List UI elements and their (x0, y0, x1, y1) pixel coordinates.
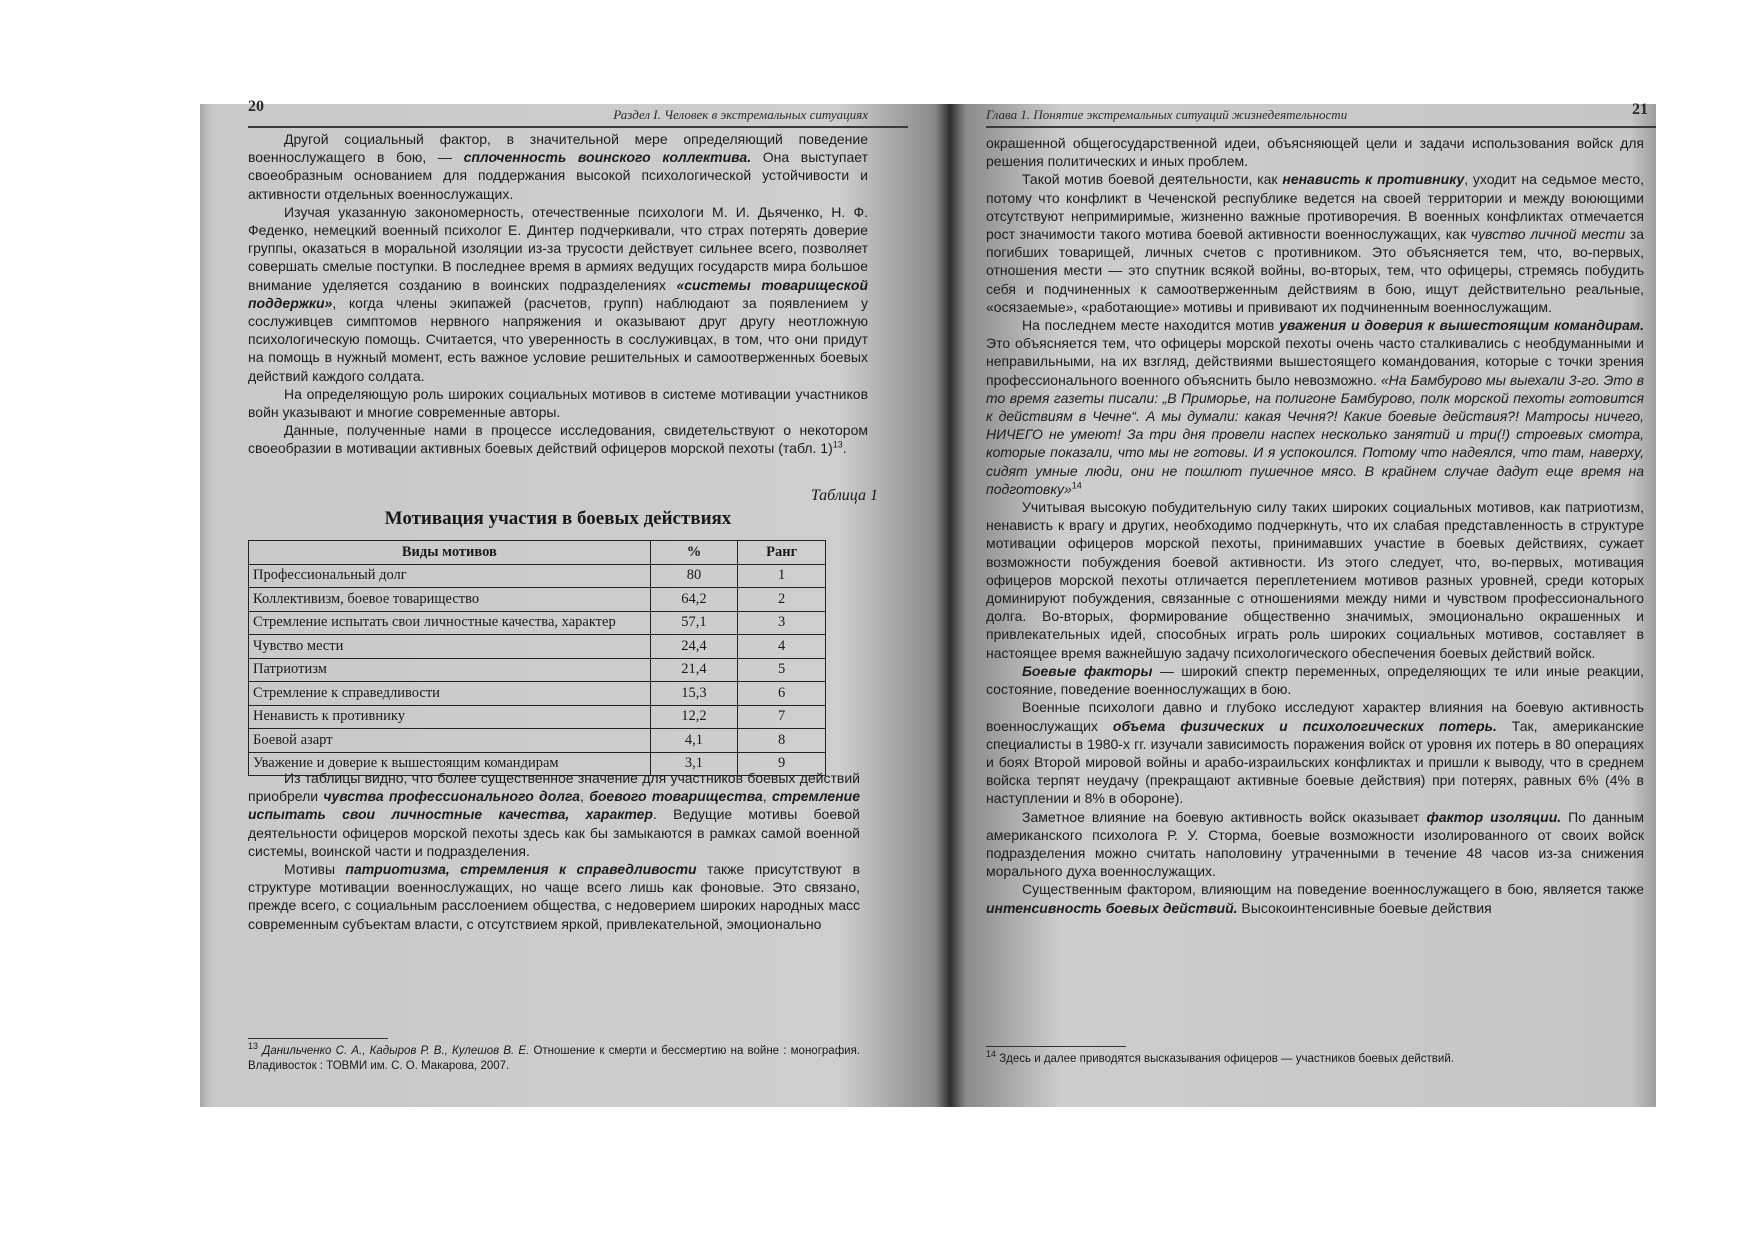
left-body-top (248, 130, 868, 458)
left-body-bottom (248, 769, 860, 933)
percent-cell: 12,2 (650, 705, 738, 729)
table-row (249, 611, 826, 635)
percent-cell: 21,4 (650, 658, 738, 682)
header-rank: Ранг (738, 541, 826, 565)
motive-cell: Стремление к справедливости (249, 682, 651, 706)
paragraph: Существенным фактором, влияющим на поведение военнослужащего в бою, является также интенсивность боевых действий. Высокоинтенсивные боевые действия (986, 881, 1644, 916)
paragraph: окрашенной общегосударственной идеи, объясняющей цели и задачи использования войск для решения политических и иных проблем. (986, 135, 1644, 170)
paragraph: Боевые факторы — широкий спектр переменных, определяющих те или иные реакции, состояние, поведение военнослужащих в бою. (986, 662, 1644, 698)
motive-cell: Стремление испытать свои личностные качества, характер (249, 611, 651, 635)
table-row (249, 588, 826, 612)
footnote-14: $^{14}$ Здесь и далее приводятся высказывания офицеров — участников боевых действий. (986, 1049, 1454, 1065)
left-running-header (248, 98, 908, 128)
rank-cell: 2 (738, 588, 826, 612)
header-percent: % (650, 541, 738, 565)
right-body (986, 134, 1644, 917)
table-row (249, 564, 826, 588)
table-row (249, 658, 826, 682)
percent-cell: 80 (650, 564, 738, 588)
paragraph: Учитывая высокую побудительную силу таких широких социальных мотивов, как патриотизм, ненависть к врагу и других, необходимо подчеркнуть, что их слабая представленность в структуре мотивации офицеров морской пехоты, принимавших участие в боевых действиях, сужает возможности побуждения боевой активности. Из этого следует, что, во-первых, мотивация офицеров морской пехоты отличается переплетением мотивов разных уровней, среди которых доминируют побуждения, связанные с отношениями между ними и чувством профессионального долга. Во-вторых, формирование общественно значимых, эмоционально окрашенных и привлекательных идей, способных играть роль широких социальных мотивов, составляет в настоящее время важнейшую задачу психологического обеспечения боевых действий войск. (986, 499, 1644, 661)
rank-cell: 4 (738, 635, 826, 659)
paragraph: Такой мотив боевой деятельности, как ненависть к противнику, уходит на седьмое место, потому что конфликт в Чеченской республике ведется на своей территории и между воюющими отсутствуют непримиримые, жизненно важные противоречия. В военных конфликтах отмечается рост значимости такого мотива боевой активности военнослужащих, как чувство личной мести за погибших товарищей, личных счетов с противником. Это объясняется тем, что, во-первых, отношения мести — это спутник всякой войны, во-вторых, тем, что офицеры, стремясь побудить себя и подчиненных к самоотверженным действиям в бою, ищут действительно реальные, «осязаемые», «работающие» мотивы и прививают их подчиненным военнослужащим. (986, 171, 1645, 315)
percent-cell: 3,1 (650, 752, 738, 776)
paragraph: Данные, полученные нами в процессе исследования, свидетельствуют о некотором своеобразии в мотивации активных боевых действий офицеров морской пехоты (табл. 1)$^{13}$. (248, 422, 868, 457)
table-caption: Таблица 1 (810, 487, 878, 504)
motive-cell: Ненависть к противнику (249, 705, 651, 729)
rank-cell: 1 (738, 564, 826, 588)
paragraph: Мотивы патриотизма, стремления к справедливости также присутствуют в структуре мотивации военнослужащих, но чаще всего лишь как фоновые. Это связано, прежде всего, с социальным расслоением общества, с недоверием широких народных масс современным субъектам власти, с отсутствием яркой, привлекательной, эмоционально (248, 861, 861, 932)
rank-cell: 3 (738, 611, 826, 635)
percent-cell: 4,1 (650, 729, 738, 753)
motive-cell: Профессиональный долг (249, 564, 651, 588)
footnote-13: $^{13}$ Данильченко С. А., Кадыров Р. В., Кулешов В. Е. Отношение к смерти и бессмертию на войне : монография. Владивосток : ТОВМИ им. С. О. Макарова, 2007. (248, 1041, 860, 1072)
table-row (249, 705, 826, 729)
footnote-rule (248, 1038, 388, 1039)
motivation-table (248, 540, 826, 776)
rank-cell: 8 (738, 729, 826, 753)
paragraph: На последнем месте находится мотив уважения и доверия к вышестоящим командирам. Это объясняется тем, что офицеры морской пехоты очень часто сталкивались с необдуманными и неправильными, на их взгляд, действиями вышестоящего командования, которые с точки зрения профессионального военного объяснить было невозможно. «На Бамбурово мы выехали 3-го. Это в то время газеты писали: „В Приморье, на полигоне Бамбурово, полк морской пехоты готовится к действиям в Чечне“. А мы думали: какая Чечня?! Какие боевые действия?! Матросы ничего, НИЧЕГО не умеют! За три дня провели наспех несколько занятий и три(!) строевых смотра, которые показали, что мы не готовы. И я успокоился. Потому что надеялся, что там, наверху, сидят умные люди, они не пошлют пушечное мясо. В крайнем случае дадут еще время на подготовку»$^{14}$ (986, 317, 1645, 497)
right-running-header (986, 101, 1656, 128)
paragraph: На определяющую роль широких социальных мотивов в системе мотивации участников войн указывают и многие современные авторы. (248, 385, 868, 421)
footnote-rule (986, 1046, 1126, 1047)
paragraph: Другой социальный фактор, в значительной мере определяющий поведение военнослужащего в бою, — сплоченность воинского коллектива. Она выступает своеобразным основанием для поддержания высокой психологической устойчивости и активности отдельных военнослужащих. (248, 131, 868, 202)
percent-cell: 64,2 (650, 588, 738, 612)
percent-cell: 24,4 (650, 635, 738, 659)
rank-cell: 6 (738, 682, 826, 706)
paragraph: Изучая указанную закономерность, отечественные психологи М. И. Дьяченко, Н. Ф. Феденко, немецкий военный психолог Е. Динтер подчеркивали, что страх потерять доверие группы, оказаться в моральной изоляции из-за трусости действует сильнее всего, позволяет совершать смелые поступки. В последнее время в армиях ведущих государств мира большое внимание уделяется созданию в воинских подразделениях «системы товарищеской поддержки», когда члены экипажей (расчетов, групп) наблюдают за появлением у сослуживцев симптомов нервного напряжения и оказывают друг другу неотложную психологическую помощь. Считается, что уверенность в сослуживцах, в том, что они придут на помощь в нужный момент, есть важное условие решительных и самоотверженных боевых действий каждого солдата. (248, 203, 868, 384)
right-page-number: 21 (1632, 101, 1648, 118)
percent-cell: 15,3 (650, 682, 738, 706)
right-page (986, 101, 1656, 1107)
right-running-title: Глава 1. Понятие экстремальных ситуаций жизнедеятельности (986, 107, 1348, 122)
rank-cell: 7 (738, 705, 826, 729)
motive-cell: Уважение и доверие к вышестоящим командирам (249, 752, 651, 776)
motive-cell: Чувство мести (249, 635, 651, 659)
percent-cell: 57,1 (650, 611, 738, 635)
table-row (249, 729, 826, 753)
rank-cell: 9 (738, 752, 826, 776)
header-motives: Виды мотивов (249, 541, 651, 565)
left-page (248, 98, 908, 1107)
table-row (249, 635, 826, 659)
motive-cell: Боевой азарт (249, 729, 651, 753)
book-spread (200, 98, 1656, 1107)
paragraph: Заметное влияние на боевую активность войск оказывает фактор изоляции. По данным американского психолога Р. У. Сторма, боевые возможности изолированного от своих войск подразделения можно считать наполовину утраченными в течение 48 часов из-за снижения морального духа военнослужащих. (986, 808, 1645, 880)
table-row (249, 682, 826, 706)
paragraph: Из таблицы видно, что более существенное значение для участников боевых действий приобрели чувства профессионального долга, боевого товарищества, стремление испытать свои личностные качества, характер. Ведущие мотивы боевой деятельности офицеров морской пехоты здесь как бы замыкаются в рамках самой военной системы, воинской части и подразделения. (248, 770, 860, 859)
motive-cell: Патриотизм (249, 658, 651, 682)
motive-cell: Коллективизм, боевое товарищество (249, 588, 651, 612)
left-page-number: 20 (248, 98, 264, 115)
table-header-row (249, 541, 826, 565)
paragraph: Военные психологи давно и глубоко исследуют характер влияния на боевую активность военнослужащих объема физических и психологических потерь. Так, американские специалисты в 1980-х гг. изучали зависимость поражения войск от уровня их потерь в 80 операциях и боях Второй мировой войны и арабо-израильских конфликтах и пришли к выводу, что в среднем войска терпят неудачу (прекращают активные боевые действия) при потерях, равных 6% (4% в наступлении и 8% в обороне). (986, 699, 1644, 807)
table-title: Мотивация участия в боевых действиях (384, 508, 732, 529)
left-running-title: Раздел I. Человек в экстремальных ситуациях (613, 107, 868, 122)
rank-cell: 5 (738, 658, 826, 682)
